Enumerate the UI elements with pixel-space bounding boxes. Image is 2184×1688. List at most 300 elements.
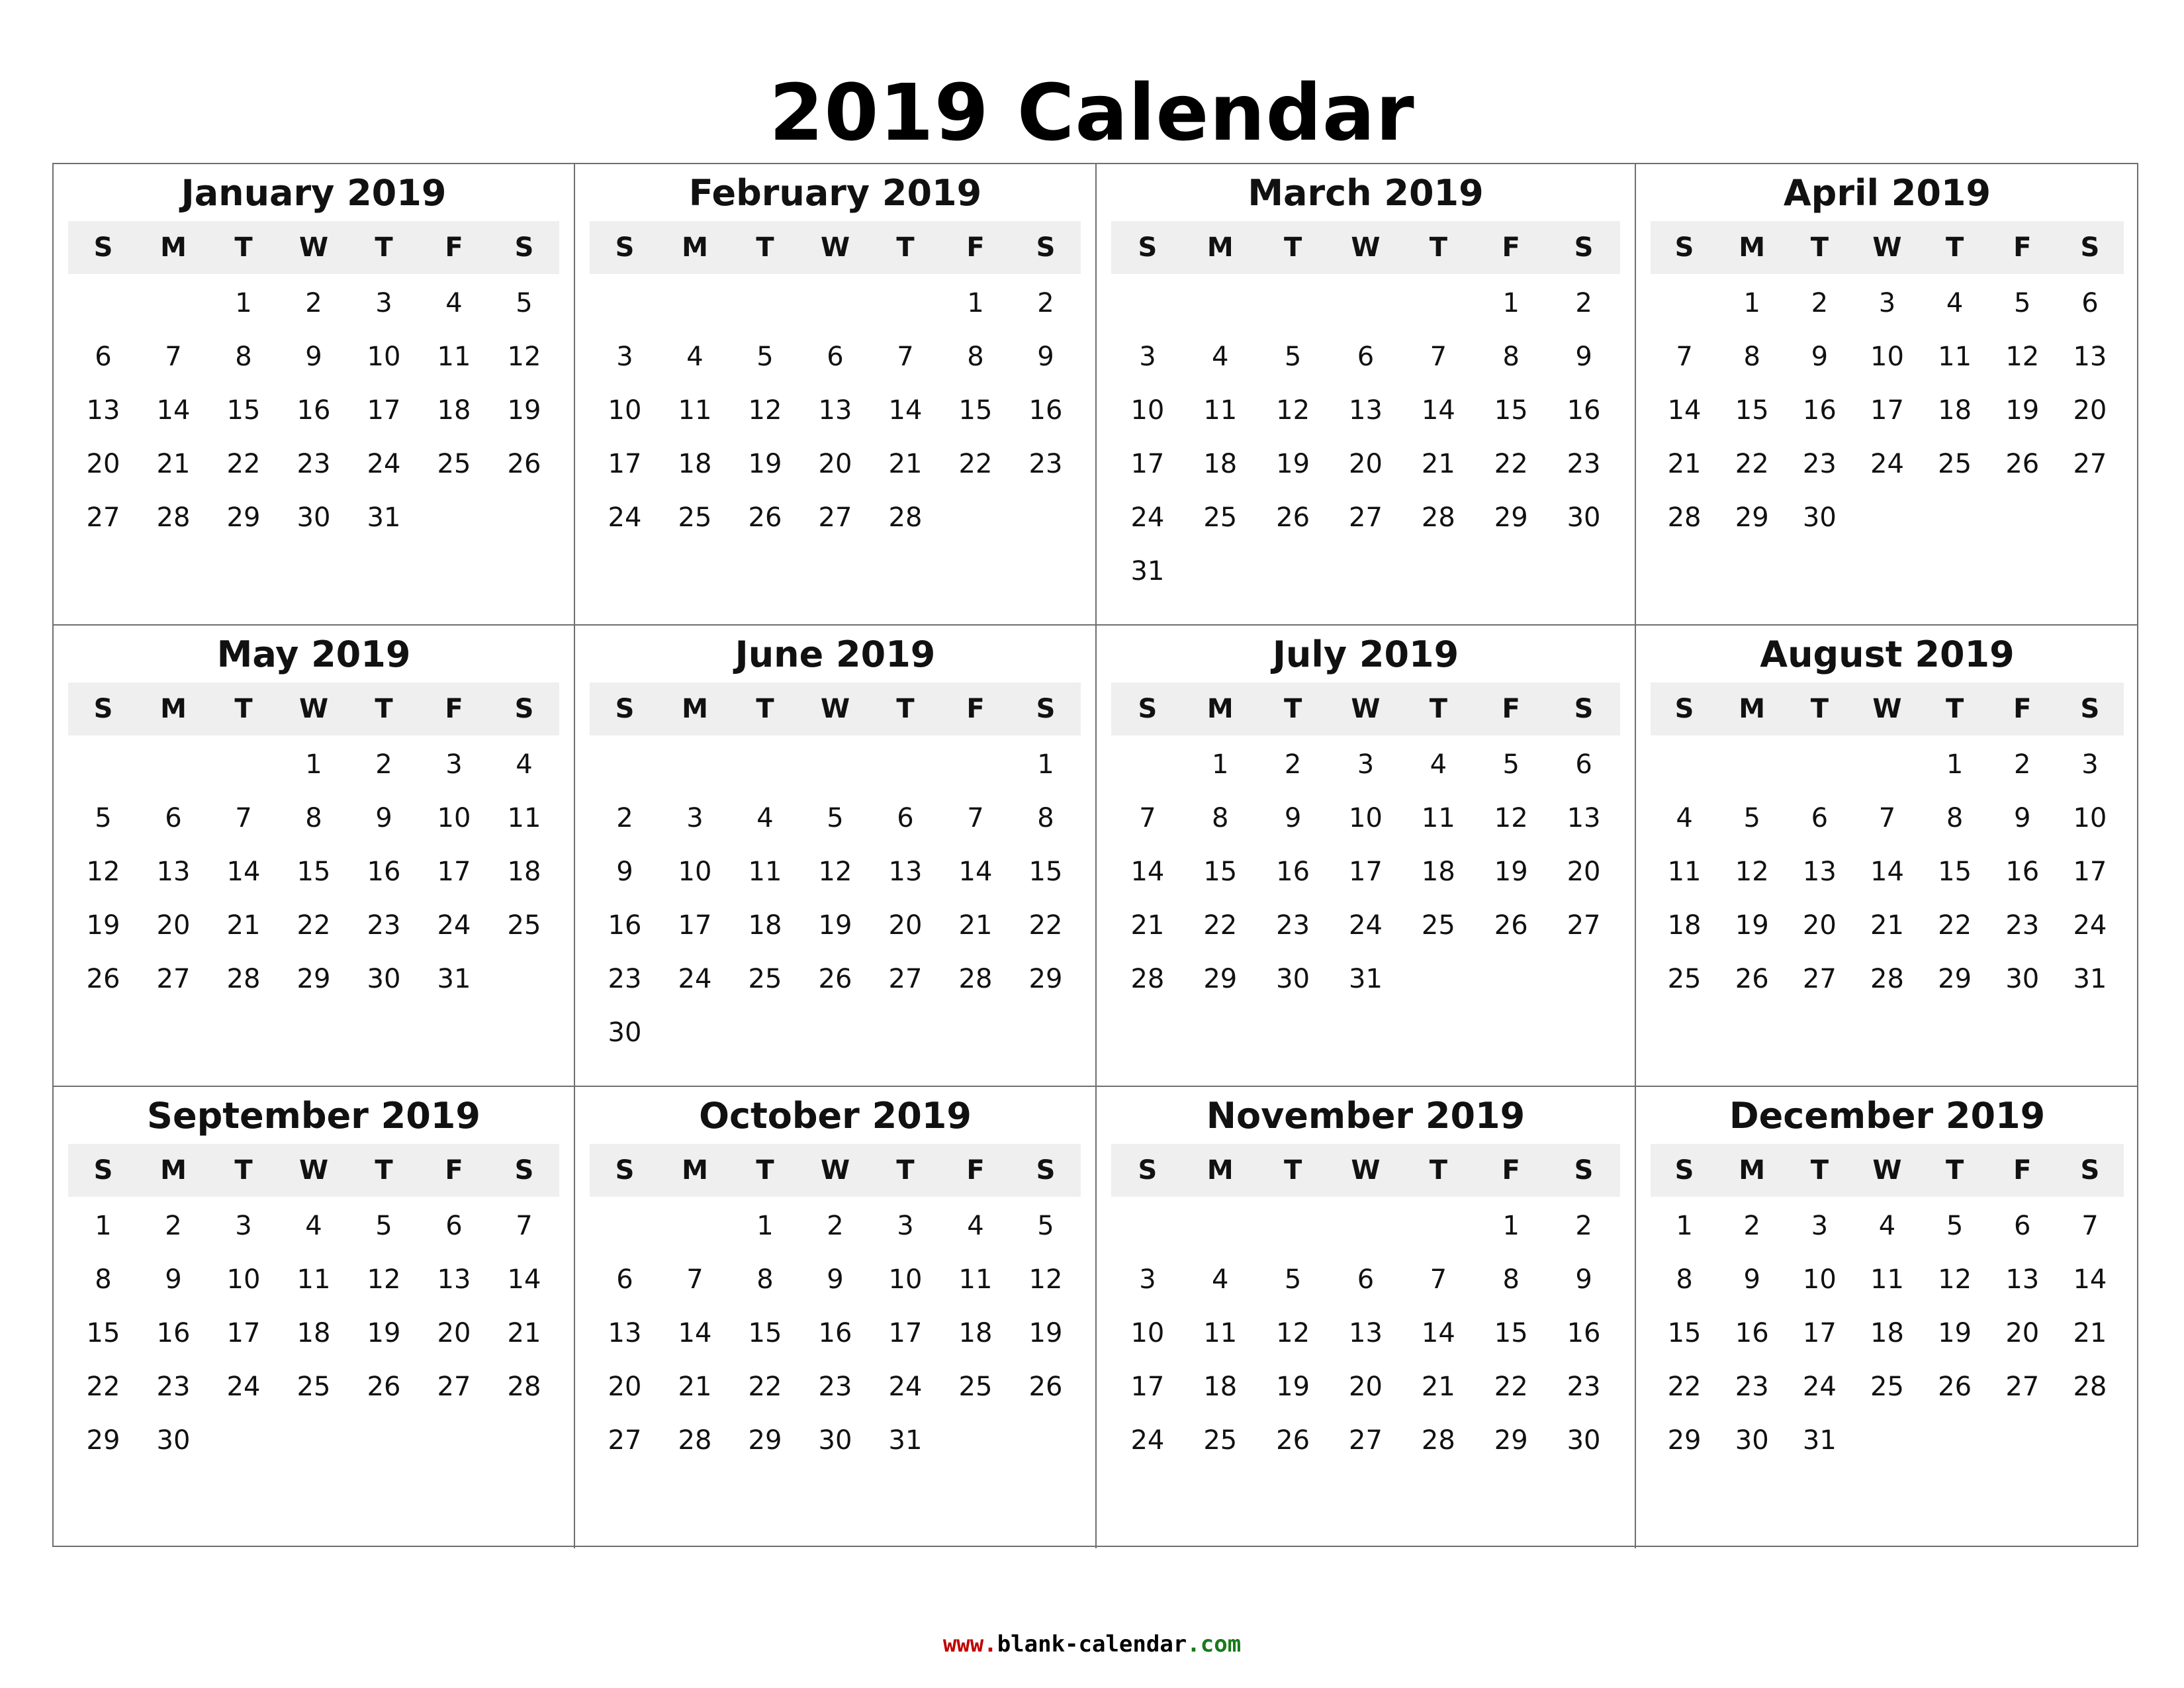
day-cell: 5 <box>1502 749 1520 780</box>
day-cell: 18 <box>1203 449 1238 479</box>
weekday-label: T <box>896 694 915 724</box>
day-cell: 17 <box>1130 1372 1165 1402</box>
day-cell: 16 <box>608 910 642 941</box>
day-cell: 11 <box>296 1264 331 1295</box>
day-cell: 30 <box>2005 964 2040 994</box>
month-block <box>54 1087 575 1548</box>
day-cell: 8 <box>1743 342 1760 372</box>
day-cell: 26 <box>507 449 541 479</box>
day-cell: 26 <box>818 964 852 994</box>
day-cell: 16 <box>296 395 331 426</box>
day-cell: 27 <box>1802 964 1837 994</box>
empty-day-cell <box>1786 738 1853 792</box>
day-cell: 26 <box>1735 964 1769 994</box>
day-cell: 9 <box>1284 803 1302 833</box>
day-cell: 6 <box>165 803 182 833</box>
weekday-label: S <box>1674 694 1694 724</box>
day-cell: 25 <box>1870 1372 1904 1402</box>
empty-day-cell <box>1651 738 1718 792</box>
day-cell: 18 <box>507 857 541 887</box>
day-cell: 4 <box>305 1211 322 1241</box>
day-cell: 25 <box>1938 449 1972 479</box>
day-cell: 12 <box>1028 1264 1063 1295</box>
day-cell: 8 <box>1946 803 1964 833</box>
day-cell: 26 <box>1028 1372 1063 1402</box>
weekday-label: F <box>1502 694 1520 724</box>
day-cell: 13 <box>2005 1264 2040 1295</box>
day-cell: 8 <box>967 342 984 372</box>
empty-day-cell <box>800 738 870 792</box>
day-cell: 22 <box>958 449 993 479</box>
day-cell: 6 <box>827 342 844 372</box>
day-cell: 17 <box>2073 857 2107 887</box>
day-cell: 19 <box>1494 857 1528 887</box>
day-cell: 21 <box>1421 449 1455 479</box>
day-cell: 17 <box>888 1318 923 1348</box>
weekday-label: T <box>1810 694 1829 724</box>
footer-website-link[interactable] <box>0 1630 2184 1659</box>
day-cell: 17 <box>1870 395 1904 426</box>
empty-day-cell <box>1184 1199 1257 1253</box>
weekday-label: T <box>375 232 393 263</box>
day-cell: 4 <box>1676 803 1693 833</box>
weekday-label: S <box>2080 232 2100 263</box>
day-cell: 29 <box>86 1425 120 1456</box>
day-grid <box>68 738 559 1006</box>
day-cell: 1 <box>1946 749 1964 780</box>
day-cell: 9 <box>1743 1264 1760 1295</box>
empty-day-cell <box>1111 277 1184 330</box>
day-cell: 8 <box>1676 1264 1693 1295</box>
weekday-label: M <box>160 694 187 724</box>
day-cell: 16 <box>818 1318 852 1348</box>
day-cell: 8 <box>1212 803 1229 833</box>
day-cell: 2 <box>1037 288 1054 318</box>
day-cell: 10 <box>1130 1318 1165 1348</box>
footer-url-suffix: .com <box>1187 1631 1242 1658</box>
day-cell: 30 <box>1567 502 1601 533</box>
day-cell: 24 <box>1130 502 1165 533</box>
weekday-label: T <box>896 1155 915 1186</box>
weekday-label: S <box>514 1155 534 1186</box>
month-block <box>54 164 575 626</box>
weekday-label: T <box>1429 232 1447 263</box>
day-cell: 8 <box>756 1264 774 1295</box>
empty-day-cell <box>590 1199 660 1253</box>
day-cell: 25 <box>1667 964 1702 994</box>
day-cell: 24 <box>437 910 471 941</box>
month-title: October 2019 <box>699 1095 972 1137</box>
day-cell: 10 <box>1870 342 1904 372</box>
day-cell: 17 <box>437 857 471 887</box>
day-cell: 30 <box>1567 1425 1601 1456</box>
day-cell: 18 <box>958 1318 993 1348</box>
day-cell: 1 <box>967 288 984 318</box>
day-cell: 21 <box>507 1318 541 1348</box>
weekday-label: T <box>1283 1155 1302 1186</box>
day-cell: 30 <box>1802 502 1837 533</box>
month-block <box>575 164 1097 626</box>
month-title: November 2019 <box>1206 1095 1525 1137</box>
day-cell: 20 <box>2005 1318 2040 1348</box>
day-cell: 4 <box>686 342 704 372</box>
empty-day-cell <box>1330 277 1402 330</box>
weekday-label: M <box>160 1155 187 1186</box>
day-cell: 24 <box>226 1372 261 1402</box>
day-cell: 7 <box>967 803 984 833</box>
day-cell: 10 <box>2073 803 2107 833</box>
day-cell: 9 <box>616 857 633 887</box>
day-cell: 29 <box>1938 964 1972 994</box>
day-cell: 9 <box>165 1264 182 1295</box>
day-cell: 4 <box>1430 749 1447 780</box>
day-cell: 15 <box>1494 1318 1528 1348</box>
day-cell: 1 <box>756 1211 774 1241</box>
day-cell: 11 <box>507 803 541 833</box>
month-block <box>1636 626 2138 1087</box>
weekday-header-row <box>590 1144 1081 1197</box>
day-cell: 11 <box>1203 1318 1238 1348</box>
weekday-label: M <box>1206 232 1234 263</box>
day-cell: 29 <box>748 1425 782 1456</box>
day-cell: 26 <box>2005 449 2040 479</box>
day-cell: 30 <box>296 502 331 533</box>
day-grid <box>68 277 559 545</box>
day-cell: 27 <box>818 502 852 533</box>
day-cell: 12 <box>1735 857 1769 887</box>
weekday-label: T <box>1810 232 1829 263</box>
day-cell: 17 <box>367 395 401 426</box>
weekday-label: W <box>820 1155 850 1186</box>
day-cell: 4 <box>1212 342 1229 372</box>
day-cell: 19 <box>367 1318 401 1348</box>
day-cell: 20 <box>1802 910 1837 941</box>
day-cell: 23 <box>818 1372 852 1402</box>
day-cell: 7 <box>2081 1211 2099 1241</box>
weekday-label: F <box>445 232 463 263</box>
day-cell: 29 <box>1494 1425 1528 1456</box>
day-grid <box>1651 738 2124 1006</box>
month-title: July 2019 <box>1272 633 1459 675</box>
weekday-label: S <box>1036 694 1056 724</box>
day-cell: 20 <box>608 1372 642 1402</box>
day-cell: 10 <box>437 803 471 833</box>
day-cell: 1 <box>1743 288 1760 318</box>
empty-day-cell <box>1718 738 1786 792</box>
day-cell: 22 <box>1494 1372 1528 1402</box>
day-cell: 19 <box>1028 1318 1063 1348</box>
day-cell: 14 <box>507 1264 541 1295</box>
day-cell: 29 <box>1667 1425 1702 1456</box>
weekday-header-row <box>1111 682 1620 735</box>
empty-day-cell <box>660 1199 730 1253</box>
weekday-label: W <box>1351 232 1381 263</box>
day-cell: 10 <box>226 1264 261 1295</box>
day-cell: 28 <box>1421 502 1455 533</box>
day-cell: 3 <box>1357 749 1375 780</box>
weekday-label: S <box>1138 1155 1158 1186</box>
empty-day-cell <box>730 738 800 792</box>
day-cell: 28 <box>1667 502 1702 533</box>
day-cell: 16 <box>1567 1318 1601 1348</box>
day-cell: 16 <box>1735 1318 1769 1348</box>
day-cell: 2 <box>165 1211 182 1241</box>
day-cell: 31 <box>2073 964 2107 994</box>
day-cell: 11 <box>1421 803 1455 833</box>
day-cell: 3 <box>375 288 392 318</box>
day-cell: 7 <box>1878 803 1896 833</box>
day-cell: 1 <box>1502 1211 1520 1241</box>
weekday-label: S <box>1674 1155 1694 1186</box>
weekday-label: T <box>1283 232 1302 263</box>
day-cell: 15 <box>1203 857 1238 887</box>
weekday-label: M <box>1206 694 1234 724</box>
day-cell: 17 <box>1130 449 1165 479</box>
day-cell: 2 <box>827 1211 844 1241</box>
day-cell: 16 <box>2005 857 2040 887</box>
day-cell: 7 <box>516 1211 533 1241</box>
day-cell: 21 <box>1421 1372 1455 1402</box>
day-grid <box>1111 738 1620 1006</box>
month-title: August 2019 <box>1760 633 2015 675</box>
day-cell: 2 <box>305 288 322 318</box>
weekday-label: T <box>234 694 253 724</box>
day-cell: 19 <box>748 449 782 479</box>
weekday-label: F <box>445 1155 463 1186</box>
day-cell: 22 <box>226 449 261 479</box>
day-cell: 20 <box>888 910 923 941</box>
weekday-label: S <box>1036 1155 1056 1186</box>
day-cell: 31 <box>888 1425 923 1456</box>
day-cell: 25 <box>437 449 471 479</box>
weekday-label: T <box>234 232 253 263</box>
month-block <box>575 1087 1097 1548</box>
day-cell: 12 <box>1494 803 1528 833</box>
day-cell: 18 <box>437 395 471 426</box>
day-cell: 8 <box>1037 803 1054 833</box>
day-cell: 14 <box>958 857 993 887</box>
day-cell: 27 <box>156 964 191 994</box>
day-cell: 5 <box>2014 288 2031 318</box>
day-cell: 26 <box>1276 1425 1310 1456</box>
day-cell: 26 <box>86 964 120 994</box>
day-cell: 20 <box>818 449 852 479</box>
day-cell: 23 <box>156 1372 191 1402</box>
weekday-label: W <box>1351 694 1381 724</box>
empty-day-cell <box>1330 1199 1402 1253</box>
day-cell: 12 <box>1938 1264 1972 1295</box>
weekday-label: T <box>756 232 774 263</box>
day-cell: 17 <box>1802 1318 1837 1348</box>
weekday-label: W <box>1872 1155 1902 1186</box>
weekday-label: S <box>2080 694 2100 724</box>
day-cell: 30 <box>1735 1425 1769 1456</box>
day-cell: 29 <box>1203 964 1238 994</box>
day-cell: 17 <box>608 449 642 479</box>
day-cell: 5 <box>516 288 533 318</box>
day-cell: 13 <box>818 395 852 426</box>
day-cell: 25 <box>678 502 712 533</box>
day-cell: 10 <box>1130 395 1165 426</box>
day-cell: 20 <box>1349 1372 1383 1402</box>
day-cell: 19 <box>507 395 541 426</box>
day-cell: 6 <box>1357 342 1375 372</box>
day-cell: 1 <box>95 1211 112 1241</box>
weekday-label: S <box>93 1155 113 1186</box>
day-cell: 24 <box>1130 1425 1165 1456</box>
day-cell: 26 <box>1276 502 1310 533</box>
weekday-label: W <box>1872 694 1902 724</box>
weekday-label: S <box>1674 232 1694 263</box>
month-title: December 2019 <box>1729 1095 2046 1137</box>
day-cell: 20 <box>156 910 191 941</box>
day-cell: 28 <box>1421 1425 1455 1456</box>
day-cell: 13 <box>1802 857 1837 887</box>
weekday-header-row <box>1111 221 1620 274</box>
weekday-label: S <box>615 1155 635 1186</box>
weekday-label: F <box>2013 232 2032 263</box>
day-cell: 26 <box>1494 910 1528 941</box>
day-cell: 8 <box>1502 342 1520 372</box>
day-cell: 23 <box>1567 1372 1601 1402</box>
day-grid <box>590 738 1081 1060</box>
day-cell: 20 <box>1567 857 1601 887</box>
weekday-label: S <box>1036 232 1056 263</box>
weekday-label: T <box>756 694 774 724</box>
weekday-label: F <box>1502 232 1520 263</box>
day-cell: 29 <box>296 964 331 994</box>
day-cell: 16 <box>1567 395 1601 426</box>
day-cell: 28 <box>2073 1372 2107 1402</box>
day-grid <box>1111 1199 1620 1468</box>
weekday-label: S <box>1138 694 1158 724</box>
day-cell: 2 <box>375 749 392 780</box>
month-title: May 2019 <box>216 633 411 675</box>
month-title: March 2019 <box>1248 172 1484 214</box>
day-cell: 9 <box>305 342 322 372</box>
day-cell: 15 <box>226 395 261 426</box>
weekday-label: S <box>1574 1155 1594 1186</box>
weekday-header-row <box>590 221 1081 274</box>
day-cell: 8 <box>1502 1264 1520 1295</box>
day-cell: 7 <box>1676 342 1693 372</box>
empty-day-cell <box>870 277 940 330</box>
day-cell: 9 <box>1037 342 1054 372</box>
day-cell: 6 <box>1811 803 1829 833</box>
day-cell: 25 <box>1421 910 1455 941</box>
day-cell: 19 <box>818 910 852 941</box>
day-cell: 6 <box>1357 1264 1375 1295</box>
month-title: February 2019 <box>688 172 982 214</box>
empty-day-cell <box>138 738 208 792</box>
empty-day-cell <box>800 277 870 330</box>
day-cell: 12 <box>1276 1318 1310 1348</box>
day-cell: 26 <box>1938 1372 1972 1402</box>
day-cell: 19 <box>1938 1318 1972 1348</box>
day-cell: 3 <box>445 749 463 780</box>
weekday-label: T <box>1945 1155 1964 1186</box>
day-cell: 31 <box>1130 556 1165 586</box>
day-cell: 30 <box>1276 964 1310 994</box>
day-cell: 15 <box>1028 857 1063 887</box>
day-cell: 12 <box>367 1264 401 1295</box>
day-cell: 22 <box>86 1372 120 1402</box>
day-cell: 13 <box>888 857 923 887</box>
day-cell: 24 <box>1349 910 1383 941</box>
day-cell: 23 <box>608 964 642 994</box>
day-cell: 18 <box>1667 910 1702 941</box>
weekday-header-row <box>68 682 559 735</box>
day-cell: 28 <box>1130 964 1165 994</box>
day-cell: 20 <box>2073 395 2107 426</box>
empty-day-cell <box>68 277 138 330</box>
day-cell: 11 <box>748 857 782 887</box>
weekday-label: T <box>1945 232 1964 263</box>
day-cell: 11 <box>1667 857 1702 887</box>
weekday-header-row <box>68 1144 559 1197</box>
day-cell: 22 <box>1938 910 1972 941</box>
day-cell: 29 <box>1735 502 1769 533</box>
day-cell: 15 <box>958 395 993 426</box>
day-cell: 30 <box>156 1425 191 1456</box>
footer-url-prefix: www. <box>942 1631 997 1658</box>
day-cell: 14 <box>226 857 261 887</box>
day-cell: 27 <box>2073 449 2107 479</box>
day-cell: 7 <box>165 342 182 372</box>
day-cell: 2 <box>1811 288 1829 318</box>
day-cell: 23 <box>1735 1372 1769 1402</box>
weekday-label: M <box>1206 1155 1234 1186</box>
day-cell: 29 <box>1494 502 1528 533</box>
day-cell: 31 <box>1349 964 1383 994</box>
day-cell: 10 <box>1802 1264 1837 1295</box>
day-cell: 10 <box>367 342 401 372</box>
day-cell: 21 <box>2073 1318 2107 1348</box>
weekday-label: W <box>298 1155 329 1186</box>
month-block <box>1636 1087 2138 1548</box>
day-cell: 21 <box>1667 449 1702 479</box>
month-block <box>575 626 1097 1087</box>
day-cell: 15 <box>296 857 331 887</box>
day-cell: 10 <box>888 1264 923 1295</box>
day-cell: 27 <box>1349 1425 1383 1456</box>
month-block <box>1097 164 1636 626</box>
day-cell: 28 <box>958 964 993 994</box>
day-cell: 21 <box>888 449 923 479</box>
day-cell: 23 <box>296 449 331 479</box>
day-cell: 25 <box>1203 502 1238 533</box>
day-cell: 11 <box>437 342 471 372</box>
empty-day-cell <box>1853 738 1921 792</box>
day-cell: 11 <box>1870 1264 1904 1295</box>
day-cell: 21 <box>226 910 261 941</box>
day-grid <box>1651 277 2124 545</box>
day-cell: 17 <box>226 1318 261 1348</box>
month-title: April 2019 <box>1783 172 1991 214</box>
day-cell: 25 <box>296 1372 331 1402</box>
day-cell: 5 <box>1946 1211 1964 1241</box>
month-title: January 2019 <box>181 172 447 214</box>
weekday-label: S <box>615 694 635 724</box>
weekday-label: F <box>966 694 985 724</box>
day-cell: 10 <box>678 857 712 887</box>
weekday-label: M <box>1739 232 1766 263</box>
day-cell: 8 <box>305 803 322 833</box>
day-grid <box>590 277 1081 545</box>
day-cell: 21 <box>1130 910 1165 941</box>
empty-day-cell <box>138 277 208 330</box>
day-cell: 14 <box>1421 1318 1455 1348</box>
